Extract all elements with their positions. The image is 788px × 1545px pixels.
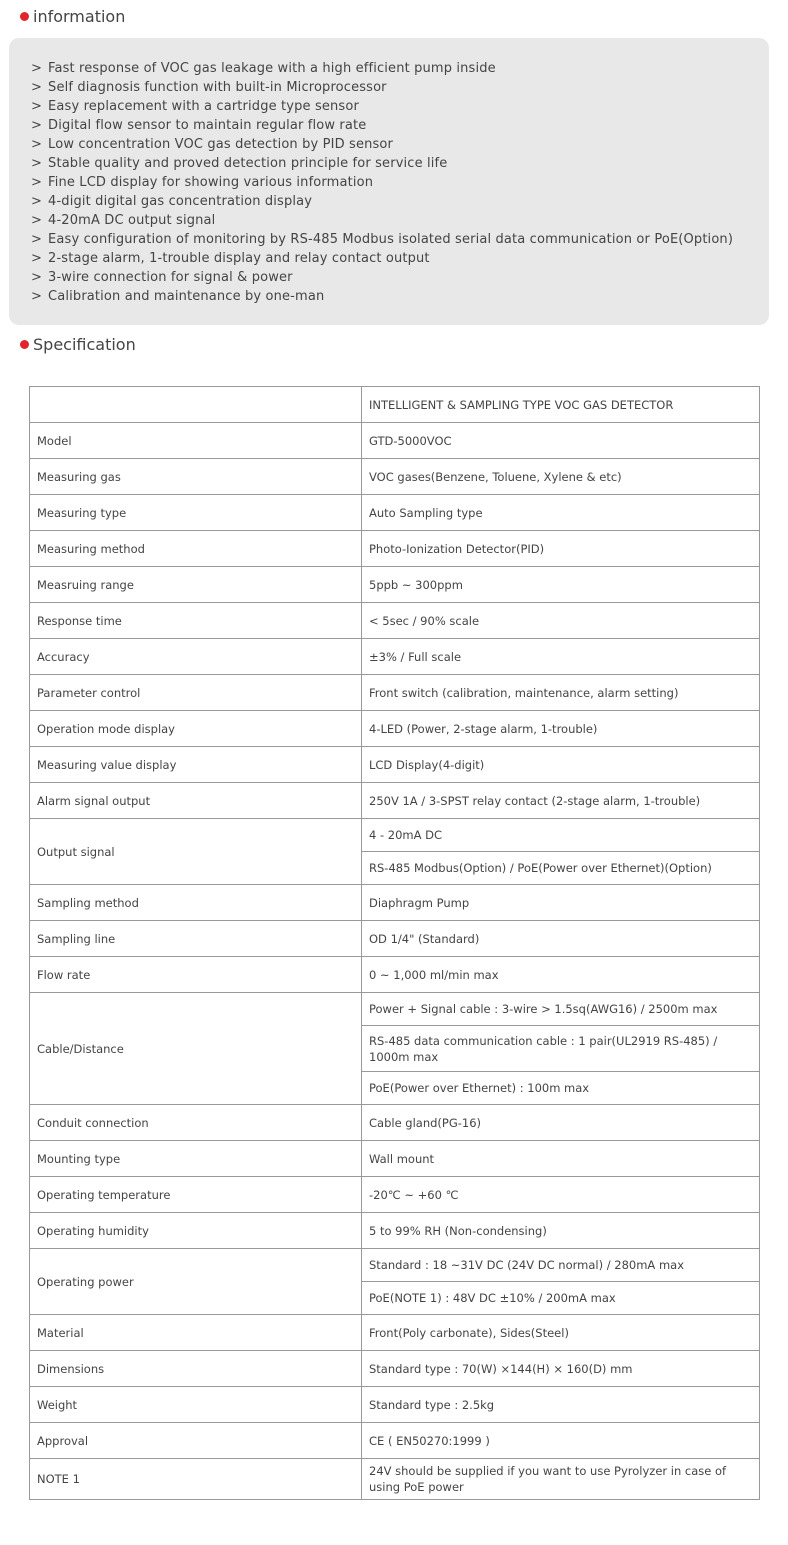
specification-table [29, 386, 760, 1500]
row-value: Auto Sampling type [362, 495, 760, 531]
chevron-right-icon: > [31, 137, 43, 152]
chevron-right-icon: > [31, 80, 43, 95]
row-value: 4-LED (Power, 2-stage alarm, 1-trouble) [362, 711, 760, 747]
row-label: Model [30, 423, 362, 459]
list-item: > Calibration and maintenance by one-man [31, 289, 325, 304]
table-row [30, 1315, 760, 1351]
row-label: Flow rate [30, 957, 362, 993]
table-row [30, 639, 760, 675]
row-label: Operating humidity [30, 1213, 362, 1249]
row-label: Operation mode display [30, 711, 362, 747]
list-item: > Fast response of VOC gas leakage with a high efficient pump inside [31, 61, 496, 76]
chevron-right-icon: > [31, 270, 43, 285]
chevron-right-icon: > [31, 251, 43, 266]
list-item: > Low concentration VOC gas detection by PID sensor [31, 137, 394, 152]
chevron-right-icon: > [31, 156, 43, 171]
row-label: Measuring value display [30, 747, 362, 783]
chevron-right-icon: > [31, 99, 43, 114]
table-row [30, 747, 760, 783]
row-value: OD 1/4" (Standard) [362, 921, 760, 957]
table-cell-empty [30, 387, 362, 423]
specification-heading [20, 335, 136, 354]
chevron-right-icon: > [31, 213, 43, 228]
row-value: 24V should be supplied if you want to use Pyrolyzer in case of using PoE power [362, 1459, 760, 1500]
table-row [30, 567, 760, 603]
row-value: Cable gland(PG-16) [362, 1105, 760, 1141]
chevron-right-icon: > [31, 194, 43, 209]
table-header-cell: INTELLIGENT & SAMPLING TYPE VOC GAS DETECTOR [362, 387, 760, 423]
list-item: > Digital flow sensor to maintain regular flow rate [31, 118, 367, 133]
list-item: > 4-digit digital gas concentration display [31, 194, 313, 209]
table-row [30, 1387, 760, 1423]
row-value: RS-485 Modbus(Option) / PoE(Power over Ethernet)(Option) [362, 852, 760, 885]
row-value: Photo-Ionization Detector(PID) [362, 531, 760, 567]
table-row [30, 711, 760, 747]
table-row [30, 495, 760, 531]
table-row [30, 1177, 760, 1213]
red-dot-icon [20, 12, 29, 21]
table-row [30, 957, 760, 993]
list-item: > Stable quality and proved detection principle for service life [31, 156, 448, 171]
row-label: NOTE 1 [30, 1459, 362, 1500]
table-row [30, 993, 760, 1026]
table-row [30, 675, 760, 711]
table-row [30, 1459, 760, 1500]
table-row [30, 1141, 760, 1177]
row-label: Operating temperature [30, 1177, 362, 1213]
row-label: Parameter control [30, 675, 362, 711]
table-row [30, 1213, 760, 1249]
row-label: Dimensions [30, 1351, 362, 1387]
row-label: Output signal [30, 819, 362, 885]
row-label: Approval [30, 1423, 362, 1459]
list-item: > 2-stage alarm, 1-trouble display and relay contact output [31, 251, 430, 266]
row-value: Diaphragm Pump [362, 885, 760, 921]
list-item: > Easy replacement with a cartridge type sensor [31, 99, 359, 114]
row-label: Measuring type [30, 495, 362, 531]
table-row [30, 783, 760, 819]
list-item: > 4-20mA DC output signal [31, 213, 216, 228]
row-label: Sampling line [30, 921, 362, 957]
feature-list [31, 59, 769, 306]
list-item: > 3-wire connection for signal & power [31, 270, 293, 285]
table-row [30, 921, 760, 957]
red-dot-icon [20, 340, 29, 349]
list-item: > Self diagnosis function with built-in Microprocessor [31, 80, 387, 95]
row-value: -20℃ ~ +60 ℃ [362, 1177, 760, 1213]
row-label: Mounting type [30, 1141, 362, 1177]
row-label: Weight [30, 1387, 362, 1423]
row-value: CE ( EN50270:1999 ) [362, 1423, 760, 1459]
row-label: Response time [30, 603, 362, 639]
table-row [30, 531, 760, 567]
row-value: Power + Signal cable : 3-wire > 1.5sq(AWG16) / 2500m max [362, 993, 760, 1026]
row-label: Alarm signal output [30, 783, 362, 819]
information-box [9, 38, 769, 325]
table-row [30, 423, 760, 459]
information-title: information [33, 7, 126, 26]
row-value: RS-485 data communication cable : 1 pair(UL2919 RS-485) / 1000m max [362, 1026, 760, 1072]
row-label: Material [30, 1315, 362, 1351]
chevron-right-icon: > [31, 118, 43, 133]
row-label: Accuracy [30, 639, 362, 675]
table-row [30, 885, 760, 921]
table-row [30, 1249, 760, 1282]
row-value: VOC gases(Benzene, Toluene, Xylene & etc) [362, 459, 760, 495]
chevron-right-icon: > [31, 175, 43, 190]
row-value: Standard type : 70(W) ×144(H) × 160(D) mm [362, 1351, 760, 1387]
list-item: > Fine LCD display for showing various information [31, 175, 374, 190]
chevron-right-icon: > [31, 232, 43, 247]
row-value: GTD-5000VOC [362, 423, 760, 459]
row-label: Measruing range [30, 567, 362, 603]
row-label: Cable/Distance [30, 993, 362, 1105]
table-row [30, 1351, 760, 1387]
information-heading [20, 7, 125, 26]
table-row [30, 603, 760, 639]
row-label: Operating power [30, 1249, 362, 1315]
row-value: < 5sec / 90% scale [362, 603, 760, 639]
row-value: 5ppb ~ 300ppm [362, 567, 760, 603]
row-value: 250V 1A / 3-SPST relay contact (2-stage alarm, 1-trouble) [362, 783, 760, 819]
table-row [30, 819, 760, 852]
row-value: 5 to 99% RH (Non-condensing) [362, 1213, 760, 1249]
chevron-right-icon: > [31, 289, 43, 304]
chevron-right-icon: > [31, 61, 43, 76]
row-label: Measuring method [30, 531, 362, 567]
row-value: 0 ~ 1,000 ml/min max [362, 957, 760, 993]
row-value: Standard type : 2.5kg [362, 1387, 760, 1423]
row-label: Sampling method [30, 885, 362, 921]
row-value: PoE(NOTE 1) : 48V DC ±10% / 200mA max [362, 1282, 760, 1315]
table-row [30, 1105, 760, 1141]
row-value: LCD Display(4-digit) [362, 747, 760, 783]
table-row [30, 459, 760, 495]
specification-title: Specification [33, 335, 136, 354]
table-header-row [30, 387, 760, 423]
row-value: Standard : 18 ~31V DC (24V DC normal) / 280mA max [362, 1249, 760, 1282]
row-value: Front switch (calibration, maintenance, alarm setting) [362, 675, 760, 711]
row-label: Conduit connection [30, 1105, 362, 1141]
row-value: 4 - 20mA DC [362, 819, 760, 852]
row-label: Measuring gas [30, 459, 362, 495]
row-value: Wall mount [362, 1141, 760, 1177]
row-value: ±3% / Full scale [362, 639, 760, 675]
table-row [30, 1423, 760, 1459]
list-item: > Easy configuration of monitoring by RS-485 Modbus isolated serial data communication or PoE(Option) [31, 232, 734, 247]
row-value: Front(Poly carbonate), Sides(Steel) [362, 1315, 760, 1351]
row-value: PoE(Power over Ethernet) : 100m max [362, 1072, 760, 1105]
